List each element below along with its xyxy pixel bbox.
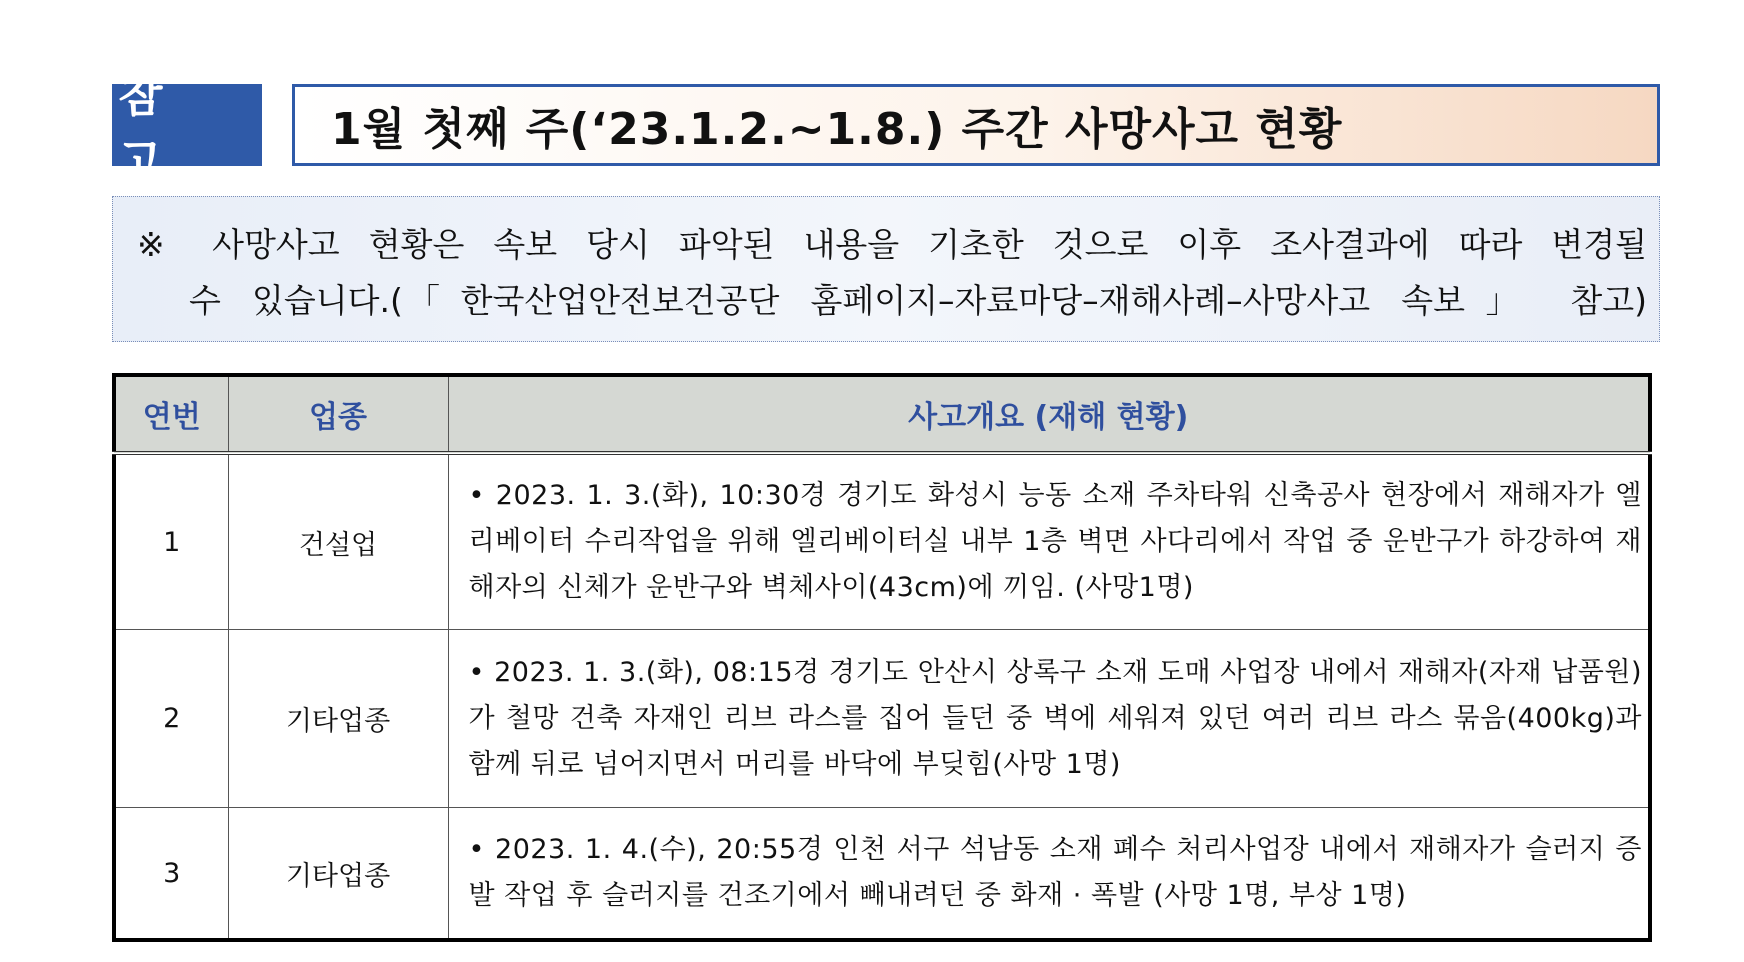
row-number: 3	[114, 808, 228, 941]
row-summary: • 2023. 1. 4.(수), 20:55경 인천 서구 석남동 소재 폐수 처리사업장 내에서 재해자가 슬러지 증발 작업 후 슬러지를 건조기에서 빼내려던 중 화재 · 폭발 (사망 1명, 부상 1명)	[468, 834, 1642, 911]
row-industry: 건설업	[228, 453, 448, 630]
notice-line-2: 수 있습니다.(「한국산업안전보건공단 홈페이지–자료마당–재해사례–사망사고 속보」 참고)	[189, 281, 1647, 320]
column-header-industry: 업종	[228, 375, 448, 453]
table-row	[114, 453, 1650, 630]
row-number: 1	[114, 453, 228, 630]
table-header-row	[114, 375, 1650, 453]
row-industry: 기타업종	[228, 808, 448, 941]
row-number: 2	[114, 630, 228, 808]
row-summary-cell	[448, 453, 1650, 630]
reference-tag	[112, 68, 262, 188]
table-row	[114, 630, 1650, 808]
page-title: 1월 첫째 주(‘23.1.2.~1.8.) 주간 사망사고 현황	[331, 104, 1343, 155]
notice-box	[112, 196, 1660, 342]
row-industry: 기타업종	[228, 630, 448, 808]
incident-table	[112, 373, 1652, 942]
reference-tag-label: 참 고	[118, 68, 177, 188]
column-header-summary: 사고개요 (재해 현황)	[448, 375, 1650, 453]
page-title-box	[292, 84, 1660, 166]
table-row	[114, 808, 1650, 941]
row-summary: • 2023. 1. 3.(화), 08:15경 경기도 안산시 상록구 소재 도매 사업장 내에서 재해자(자재 납품원)가 철망 건축 자재인 리브 라스를 집어 들던 중 벽에 세워져 있던 여러 리브 라스 묶음(400kg)과 함께 뒤로 넘어지면서 머리를 바닥에 부딪힘(사망 1명)	[468, 656, 1642, 780]
notice-line-1: ※ 사망사고 현황은 속보 당시 파악된 내용을 기초한 것으로 이후 조사결과에 따라 변경될	[137, 225, 1647, 264]
row-summary: • 2023. 1. 3.(화), 10:30경 경기도 화성시 능동 소재 주차타워 신축공사 현장에서 재해자가 엘리베이터 수리작업을 위해 엘리베이터실 내부 1층 벽면 사다리에서 작업 중 운반구가 하강하여 재해자의 신체가 운반구와 벽체사이(43cm)에 끼임. (사망1명)	[468, 480, 1642, 603]
row-summary-cell	[448, 630, 1650, 808]
column-header-number: 연번	[114, 375, 228, 453]
row-summary-cell	[448, 808, 1650, 941]
